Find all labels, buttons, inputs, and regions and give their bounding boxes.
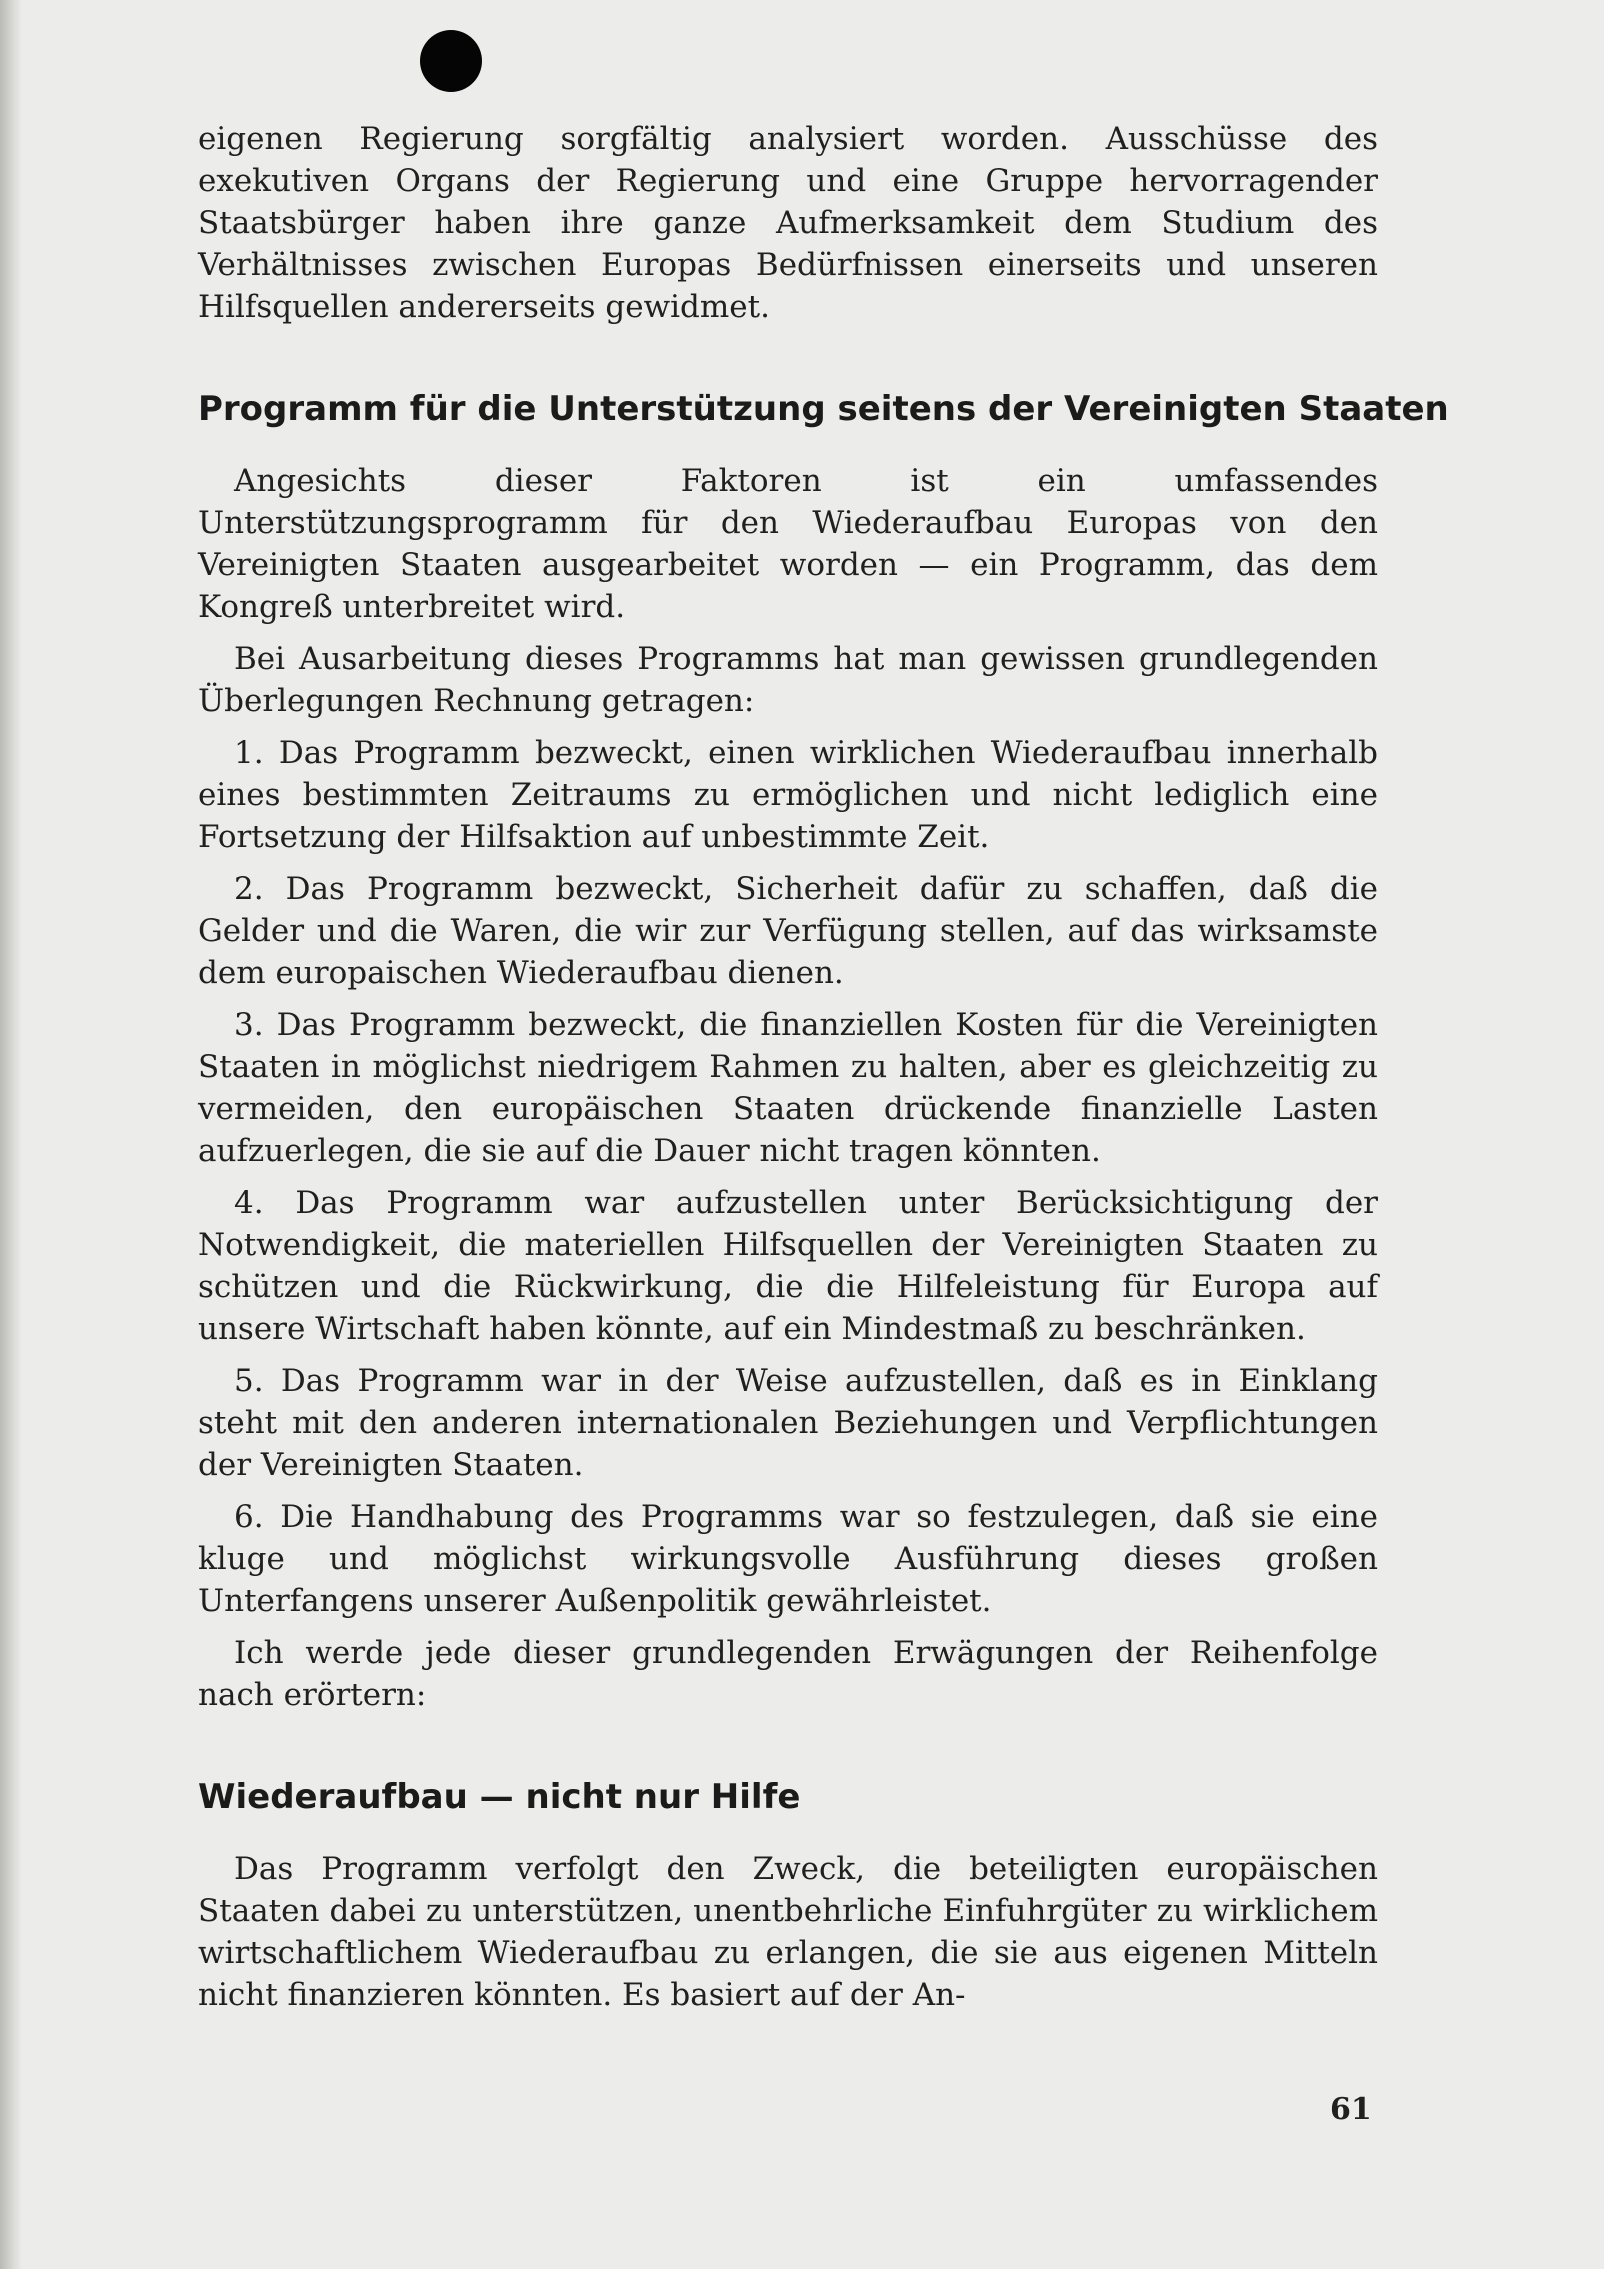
paragraph: Das Programm verfolgt den Zweck, die beteiligten europäischen Staaten dabei zu unterstützen, unentbehrliche Einfuhrgüter zu wirklichem wirtschaftlichem Wiederaufbau zu erlangen, die sie aus eigenen Mitteln nicht finanzieren könnten. Es basiert auf der An- xyxy=(198,1851,1378,2013)
punch-hole xyxy=(420,30,482,92)
intro-paragraph: eigenen Regierung sorgfältig analysiert worden. Ausschüsse des exekutiven Organs der Regierung und eine Gruppe hervorragender Staatsbürger haben ihre ganze Aufmerksamkeit dem Studium des Verhältnisses zwischen Europas Bedürfnissen einerseits und unseren Hilfsquellen andererseits gewidmet. xyxy=(198,121,1378,325)
binding-edge xyxy=(0,0,22,2269)
section-heading-support-program: Programm für die Unterstützung seitens der Vereinigten Staaten xyxy=(198,389,1449,429)
paragraph: Angesichts dieser Faktoren ist ein umfassendes Unterstützungsprogramm für den Wiederaufbau Europas von den Vereinigten Staaten ausgearbeitet worden — ein Programm, das dem Kongreß unterbreitet wird. xyxy=(198,463,1378,625)
list-item: 6. Die Handhabung des Programms war so festzulegen, daß sie eine kluge und möglichst wirkungsvolle Ausführung dieses großen Unterfangens unserer Außenpolitik gewährleistet. xyxy=(198,1499,1378,1619)
page-number: 61 xyxy=(1330,2092,1372,2127)
list-item: 1. Das Programm bezweckt, einen wirklichen Wiederaufbau innerhalb eines bestimmten Zeitraums zu ermöglichen und nicht lediglich eine Fortsetzung der Hilfsaktion auf unbestimmte Zeit. xyxy=(198,735,1378,855)
list-item: 3. Das Programm bezweckt, die finanziellen Kosten für die Vereinigten Staaten in möglichst niedrigem Rahmen zu halten, aber es gleichzeitig zu vermeiden, den europäischen Staaten drückende finanzielle Lasten aufzuerlegen, die sie auf die Dauer nicht tragen könnten. xyxy=(198,1007,1378,1169)
paragraph: Bei Ausarbeitung dieses Programms hat man gewissen grundlegenden Überlegungen Rechnung getragen: xyxy=(198,641,1378,719)
paragraph: Ich werde jede dieser grundlegenden Erwägungen der Reihenfolge nach erörtern: xyxy=(198,1635,1378,1713)
list-item: 4. Das Programm war aufzustellen unter Berücksichtigung der Notwendigkeit, die materiellen Hilfsquellen der Vereinigten Staaten zu schützen und die Rückwirkung, die die Hilfeleistung für Europa auf unsere Wirtschaft haben könnte, auf ein Mindestmaß zu beschränken. xyxy=(198,1185,1378,1347)
section-heading-reconstruction: Wiederaufbau — nicht nur Hilfe xyxy=(198,1777,801,1817)
list-item: 2. Das Programm bezweckt, Sicherheit dafür zu schaffen, daß die Gelder und die Waren, die wir zur Verfügung stellen, auf das wirksamste dem europaischen Wiederaufbau dienen. xyxy=(198,871,1378,991)
list-item: 5. Das Programm war in der Weise aufzustellen, daß es in Einklang steht mit den anderen internationalen Beziehungen und Verpflichtungen der Vereinigten Staaten. xyxy=(198,1363,1378,1483)
page-content xyxy=(198,118,1449,2026)
